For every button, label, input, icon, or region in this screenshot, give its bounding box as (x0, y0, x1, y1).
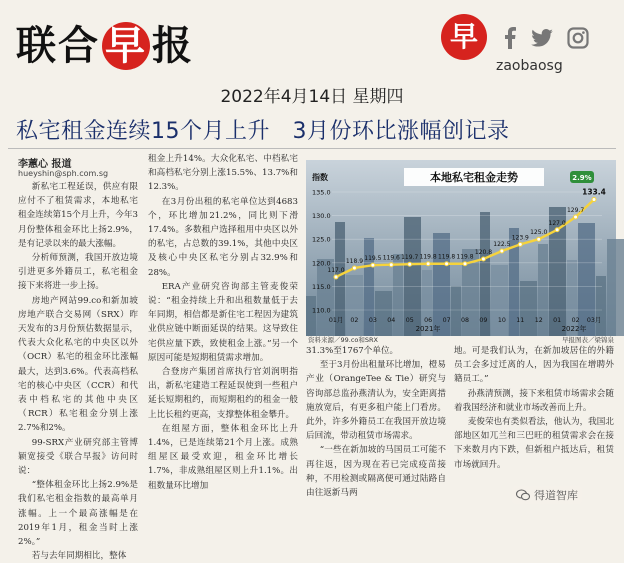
paragraph: 31.3%至1767个单位。 (306, 346, 399, 356)
logo-text-part1: 联合 (16, 22, 100, 69)
article-column-3 (306, 344, 446, 504)
data-point (592, 198, 596, 202)
chart-svg (306, 160, 616, 336)
x-tick-label: 07 (442, 317, 451, 324)
masthead (0, 0, 624, 78)
data-point (445, 262, 449, 266)
data-label: 119.6 (382, 254, 400, 262)
x-tick-label: 12 (534, 317, 543, 324)
x-tick-label: 02 (350, 317, 359, 324)
data-label: 119.5 (364, 255, 382, 263)
zaobao-badge-icon: 早 (441, 14, 487, 60)
author-email: hueyshin@sph.com.sg (18, 169, 109, 178)
chart-caption (306, 334, 616, 344)
data-label: 127.0 (548, 219, 566, 227)
building-shape (346, 275, 363, 336)
site-name: zaobaosg (496, 58, 563, 74)
data-label: 129.7 (566, 207, 585, 215)
y-tick-label: 135.0 (312, 188, 331, 197)
watermark-text: 得道智库 (534, 489, 578, 502)
paragraph: 至于3月份出租量环比增加，橙易产业（OrangeTee & Tie）研究与咨询部总监孙燕清认为，安全距离措施放宽后，有更多租户能上门看房。此外，许多外籍员工在我国开放边境后回流，带动租赁市场需求。 (306, 360, 446, 442)
data-point (352, 266, 356, 270)
paragraph: “一些在新加坡的马国员工可能不再往返，因为现在若已完成疫苗接种，不用检测或隔离便可通过陆路自由往返新马两 (306, 445, 446, 499)
x-axis (329, 316, 601, 324)
data-point (463, 262, 467, 266)
paragraph: 麦俊荣也有类似看法，他认为，我国北部地区如兀兰和三巴旺的租赁需求会在接下来数月内下跌，但新租户抵达后，租赁市场就回升。 (454, 417, 614, 470)
data-label: 125.0 (530, 229, 548, 237)
building-shape (520, 281, 537, 336)
data-label: 123.9 (511, 234, 529, 242)
year-label-2021: 2021年 (415, 325, 441, 333)
data-label: 117.0 (327, 266, 345, 274)
data-point (408, 262, 412, 266)
data-point (500, 249, 504, 253)
article-headline: 私宅租金连续15个月上升 3月份环比涨幅创记录 (16, 119, 510, 144)
paragraph: 分析师预测，我国开放边境引进更多外籍员工，私宅租金接下来将进一步上扬。 (18, 253, 138, 292)
building-shape (375, 291, 392, 336)
facebook-icon[interactable] (502, 24, 518, 52)
publication-date: 2022年4月14日 星期四 (220, 87, 404, 107)
divider (8, 148, 616, 149)
logo-text-part2: 报 (152, 22, 194, 69)
paragraph: 若与去年同期相比，整体 (31, 551, 127, 562)
x-tick-label: 09 (479, 317, 488, 324)
building-shape (596, 276, 606, 336)
data-label: 118.9 (345, 257, 364, 265)
data-point (389, 263, 393, 267)
x-tick-label: 04 (387, 317, 396, 324)
article-column-1 (18, 180, 138, 562)
paragraph: “整体租金环比上扬2.9%是我们私宅租金指数的最高单月涨幅。上一个最高涨幅是在2019年1月，租金当时上涨2%。” (18, 480, 138, 548)
data-point (481, 257, 485, 261)
x-tick-label: 08 (460, 317, 470, 324)
x-tick-label: 01月 (328, 317, 344, 324)
data-label: 119.7 (401, 254, 419, 262)
change-badge (570, 171, 594, 183)
data-label: 133.4 (582, 187, 606, 197)
x-tick-label: 05 (405, 317, 414, 324)
data-label: 119.8 (437, 253, 456, 261)
paragraph: 房地产网站99.co和新加坡房地产联合交易网（SRX）昨天发布的3月份预估数据显示，代表大众化私宅的中央区以外（OCR）私宅的租金环比涨幅最大，达到3.6%。代表高档私宅的核心中央区（CCR）和代表中档私宅的其他中央区（RCR）私宅租金分别上涨2.7%和2%。 (18, 295, 138, 434)
newspaper-logo (16, 14, 194, 71)
paragraph: 在3月份出租的私宅单位达到4683个，环比增加21.2%，同比则下滑17.4%。多数租户选择租用中央区以外的私宅，占总数的39.1%，其他中央区及核心中央区私宅分别占32.9%和28%。 (148, 196, 298, 278)
chart-credit: 早报图表／梁锦泉 (562, 336, 614, 344)
x-tick-label: 10 (497, 317, 506, 324)
badge-label: 2.9% (572, 174, 592, 182)
instagram-icon[interactable] (566, 24, 590, 52)
paragraph: 合登房产集团首席执行官刘润明指出，新私宅建造工程延误使到一些租户延长短期租约，而短期租约的租金一般上比长租约更高，支撑整体租金攀升。 (148, 367, 298, 420)
chart-title: 本地私宅租金走势 (430, 171, 518, 184)
data-point (555, 228, 559, 232)
wechat-watermark (512, 486, 582, 504)
y-tick-label: 130.0 (312, 212, 331, 221)
wechat-icon (516, 488, 530, 502)
y-axis-label: 指数 (312, 173, 328, 182)
x-tick-label: 06 (424, 317, 433, 324)
data-point (334, 275, 338, 279)
data-point (518, 242, 522, 246)
paragraph: ERA产业研究咨询部主管麦俊荣说：“租金持续上升和出租数量低于去年同期，相信都是新住宅工程因为建筑业供应链中断面延误的结果。这导致住宅供应量下跌，致使租金上涨。”另一个原因可能是短期租赁需求增加。 (148, 281, 298, 363)
article-byline: 李蕙心 报道 (18, 159, 72, 170)
x-tick-label: 03 (368, 317, 377, 324)
data-label: 119.8 (419, 253, 437, 261)
paragraph: 在组屋方面，整体租金环比上升1.4%，已是连续第21个月上涨。成熟组屋区最受欢迎，租金环比增长1.7%，非成熟组屋区则上升1.1%。出租数量环比增加 (148, 423, 298, 491)
y-tick-label: 110.0 (312, 306, 331, 315)
paragraph: 新私宅工程延误，供应有限应付不了租赁需求，本地私宅租金连续第15个月上升，今年3月份整体租金环比上扬2.9%，是有记录以来的最大涨幅。 (18, 182, 138, 249)
paragraph: 地。可是我们认为，在新加坡居住的外籍员工会多过迁离的人，因为我国在增聘外籍员工。” (454, 346, 614, 385)
data-label: 120.8 (474, 249, 493, 257)
logo-zao-mark: 早 (102, 22, 150, 70)
x-tick-label: 03月 (586, 317, 602, 324)
building-shape (451, 286, 461, 336)
y-tick-label: 115.0 (312, 282, 331, 291)
data-point (371, 263, 375, 267)
paragraph: 孙燕清预测，接下来租赁市场需求会随着我国经济和就业市场改善而上升。 (454, 388, 614, 413)
chart-source: 资料来源／99.co和SRX (308, 336, 378, 344)
data-label: 122.5 (493, 241, 511, 248)
rent-trend-chart (306, 160, 616, 336)
data-point (574, 215, 578, 219)
building-shape (306, 296, 316, 336)
y-tick-label: 125.0 (312, 235, 331, 244)
x-tick-label: 11 (516, 317, 525, 324)
building-shape (491, 265, 508, 336)
article-column-4 (454, 344, 614, 504)
paragraph: 99-SRX产业研究部主管博颖宽接受《联合早报》访问时说： (18, 437, 138, 477)
building-shape (607, 239, 624, 336)
paragraph: 租金上升14%。大众化私宅、中档私宅和高档私宅分别上涨15.5%、13.7%和12.3%。 (148, 154, 298, 193)
data-point (426, 262, 430, 266)
x-tick-label: 01 (553, 317, 562, 324)
article-column-2 (148, 152, 298, 497)
data-point (537, 237, 541, 241)
data-label: 119.8 (456, 253, 474, 261)
year-label-2022: 2022年 (561, 325, 587, 333)
y-tick-label: 120.0 (312, 259, 331, 268)
x-tick-label: 02 (571, 317, 580, 324)
twitter-icon[interactable] (531, 24, 553, 52)
